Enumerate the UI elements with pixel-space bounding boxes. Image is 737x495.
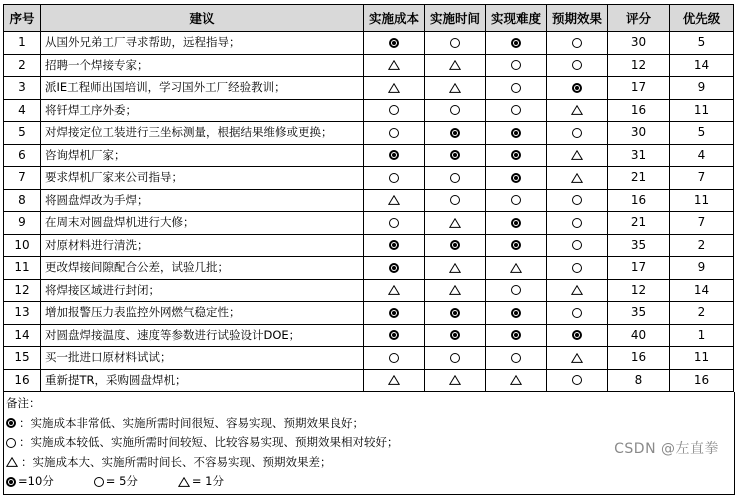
rating-difficulty [486,189,547,212]
triangle-icon [571,173,583,183]
triangle-icon [449,83,461,93]
suggestion-text: 咨询焊机厂家； [41,144,364,167]
rating-cost [364,324,425,347]
rating-difficulty [486,54,547,77]
triangle-icon [388,195,400,205]
hollow-circle-icon [572,218,582,228]
score-cell: 40 [608,324,670,347]
rating-difficulty [486,257,547,280]
triangle-icon [449,60,461,70]
rating-time [425,347,486,370]
table-row [4,369,734,392]
suggestion-text: 将钎焊工序外委； [41,99,364,122]
header-suggestion: 建议 [41,5,364,32]
notes-title: 备注： [6,396,41,410]
legend-text: = 1分 [191,474,224,488]
triangle-icon [449,218,461,228]
triangle-icon [178,477,190,487]
hollow-circle-icon [450,105,460,115]
priority-cell: 11 [670,189,734,212]
rating-time [425,122,486,145]
evaluation-sheet [3,4,733,495]
rating-cost [364,257,425,280]
rating-effect [547,77,608,100]
rating-effect [547,302,608,325]
rating-difficulty [486,99,547,122]
filled-circle-icon [389,308,399,318]
suggestion-text: 从国外兄弟工厂寻求帮助，远程指导； [41,32,364,55]
hollow-circle-icon [450,38,460,48]
hollow-circle-icon [389,218,399,228]
note-line [6,414,734,434]
rating-effect [547,347,608,370]
triangle-icon [571,150,583,160]
table-body [4,32,734,392]
legend-item [94,472,138,492]
score-cell: 8 [608,369,670,392]
rating-effect [547,167,608,190]
priority-cell: 7 [670,212,734,235]
suggestion-text: 增加报警压力表监控外网燃气稳定性； [41,302,364,325]
header-effect: 预期效果 [547,5,608,32]
hollow-circle-icon [572,308,582,318]
rating-effect [547,122,608,145]
row-number: 5 [4,122,41,145]
suggestion-text: 对焊接定位工装进行三坐标测量，根据结果维修或更换； [41,122,364,145]
hollow-circle-icon [389,173,399,183]
rating-difficulty [486,369,547,392]
hollow-circle-icon [572,195,582,205]
rating-time [425,54,486,77]
suggestion-text: 对原材料进行清洗； [41,234,364,257]
hollow-circle-icon [511,353,521,363]
score-cell: 21 [608,212,670,235]
rating-effect [547,189,608,212]
suggestion-evaluation-table [3,4,734,392]
triangle-icon [449,285,461,295]
filled-circle-icon [389,330,399,340]
rating-cost [364,189,425,212]
row-number: 1 [4,32,41,55]
suggestion-text: 派IE工程师出国培训，学习国外工厂经验教训； [41,77,364,100]
rating-cost [364,77,425,100]
note-text: ：实施成本大、实施所需时间长、不容易实现、预期效果差； [21,454,332,469]
row-number: 15 [4,347,41,370]
score-cell: 21 [608,167,670,190]
suggestion-text: 要求焊机厂家来公司指导； [41,167,364,190]
priority-cell: 2 [670,234,734,257]
filled-circle-icon [511,218,521,228]
row-number: 10 [4,234,41,257]
suggestion-text: 招聘一个焊接专家； [41,54,364,77]
row-number: 12 [4,279,41,302]
triangle-icon [388,375,400,385]
priority-cell: 4 [670,144,734,167]
triangle-icon [449,375,461,385]
filled-circle-icon [511,330,521,340]
score-cell: 30 [608,122,670,145]
header-no: 序号 [4,5,41,32]
filled-circle-icon [511,240,521,250]
filled-circle-icon [6,477,16,487]
hollow-circle-icon [94,477,104,487]
triangle-icon [388,285,400,295]
row-number: 3 [4,77,41,100]
table-row [4,189,734,212]
rating-effect [547,369,608,392]
hollow-circle-icon [511,60,521,70]
rating-cost [364,234,425,257]
header-score: 评分 [608,5,670,32]
filled-circle-icon [511,38,521,48]
row-number: 7 [4,167,41,190]
legend-item [178,472,224,492]
rating-cost [364,144,425,167]
rating-cost [364,302,425,325]
hollow-circle-icon [572,263,582,273]
header-time: 实施时间 [425,5,486,32]
filled-circle-icon [389,240,399,250]
rating-effect [547,212,608,235]
rating-time [425,99,486,122]
hollow-circle-icon [572,128,582,138]
suggestion-text: 重新提TR，采购圆盘焊机； [41,369,364,392]
row-number: 11 [4,257,41,280]
row-number: 9 [4,212,41,235]
filled-circle-icon [450,330,460,340]
rating-time [425,77,486,100]
filled-circle-icon [450,150,460,160]
hollow-circle-icon [450,353,460,363]
hollow-circle-icon [389,128,399,138]
hollow-circle-icon [450,195,460,205]
hollow-circle-icon [511,285,521,295]
table-row [4,77,734,100]
header-difficulty: 实现难度 [486,5,547,32]
filled-circle-icon [450,240,460,250]
row-number: 6 [4,144,41,167]
rating-effect [547,324,608,347]
rating-cost [364,369,425,392]
priority-cell: 14 [670,279,734,302]
priority-cell: 7 [670,167,734,190]
row-number: 16 [4,369,41,392]
filled-circle-icon [389,263,399,273]
suggestion-text: 买一批进口原材料试试； [41,347,364,370]
suggestion-text: 对圆盘焊接温度、速度等参数进行试验设计DOE； [41,324,364,347]
rating-difficulty [486,32,547,55]
rating-effect [547,32,608,55]
row-number: 14 [4,324,41,347]
filled-circle-icon [389,38,399,48]
priority-cell: 16 [670,369,734,392]
rating-cost [364,32,425,55]
header-cost: 实施成本 [364,5,425,32]
header-priority: 优先级 [670,5,734,32]
filled-circle-icon [6,418,16,428]
suggestion-text: 更改焊接间隙配合公差，试验几批； [41,257,364,280]
rating-cost [364,99,425,122]
hollow-circle-icon [572,60,582,70]
table-row [4,234,734,257]
table-row [4,302,734,325]
rating-time [425,279,486,302]
score-cell: 12 [608,54,670,77]
suggestion-text: 在周末对圆盘焊机进行大修； [41,212,364,235]
hollow-circle-icon [511,83,521,93]
rating-effect [547,144,608,167]
triangle-icon [510,375,522,385]
score-cell: 35 [608,234,670,257]
rating-time [425,167,486,190]
filled-circle-icon [572,83,582,93]
triangle-icon [571,353,583,363]
note-text: ：实施成本非常低、实施所需时间很短、容易实现、预期效果良好； [19,415,364,430]
rating-time [425,302,486,325]
filled-circle-icon [511,308,521,318]
triangle-icon [571,285,583,295]
priority-cell: 11 [670,99,734,122]
rating-cost [364,279,425,302]
hollow-circle-icon [572,38,582,48]
score-cell: 16 [608,189,670,212]
score-legend [6,472,734,492]
hollow-circle-icon [511,195,521,205]
rating-difficulty [486,122,547,145]
rating-cost [364,122,425,145]
rating-difficulty [486,302,547,325]
legend-item [6,472,54,492]
table-row [4,167,734,190]
rating-time [425,212,486,235]
filled-circle-icon [450,308,460,318]
table-row [4,257,734,280]
filled-circle-icon [389,150,399,160]
priority-cell: 5 [670,122,734,145]
hollow-circle-icon [450,173,460,183]
score-cell: 17 [608,77,670,100]
note-text: ：实施成本较低、实施所需时间较短、比较容易实现、预期效果相对较好； [19,435,399,449]
priority-cell: 1 [670,324,734,347]
filled-circle-icon [450,128,460,138]
triangle-icon [510,263,522,273]
hollow-circle-icon [389,105,399,115]
table-row [4,279,734,302]
suggestion-text: 将焊接区域进行封闭； [41,279,364,302]
priority-cell: 5 [670,32,734,55]
filled-circle-icon [511,128,521,138]
rating-difficulty [486,167,547,190]
priority-cell: 9 [670,77,734,100]
filled-circle-icon [572,330,582,340]
score-cell: 16 [608,99,670,122]
table-row [4,99,734,122]
table-row [4,54,734,77]
rating-difficulty [486,212,547,235]
rating-effect [547,99,608,122]
rating-time [425,324,486,347]
triangle-icon [571,105,583,115]
hollow-circle-icon [572,240,582,250]
triangle-icon [388,60,400,70]
rating-effect [547,257,608,280]
rating-effect [547,279,608,302]
hollow-circle-icon [6,438,16,448]
triangle-icon [449,263,461,273]
priority-cell: 14 [670,54,734,77]
rating-time [425,32,486,55]
rating-time [425,257,486,280]
priority-cell: 9 [670,257,734,280]
legend-text: =10分 [18,474,54,488]
hollow-circle-icon [389,353,399,363]
rating-difficulty [486,144,547,167]
legend-text: = 5分 [105,474,138,488]
priority-cell: 11 [670,347,734,370]
score-cell: 17 [608,257,670,280]
table-row [4,347,734,370]
table-header-row [4,5,734,32]
table-row [4,144,734,167]
hollow-circle-icon [511,105,521,115]
row-number: 13 [4,302,41,325]
triangle-icon [388,83,400,93]
hollow-circle-icon [572,375,582,385]
row-number: 2 [4,54,41,77]
rating-time [425,189,486,212]
score-cell: 30 [608,32,670,55]
rating-time [425,234,486,257]
score-cell: 12 [608,279,670,302]
suggestion-text: 将圆盘焊改为手焊； [41,189,364,212]
rating-effect [547,234,608,257]
rating-effect [547,54,608,77]
table-row [4,122,734,145]
table-row [4,32,734,55]
score-cell: 35 [608,302,670,325]
rating-time [425,144,486,167]
rating-difficulty [486,324,547,347]
rating-difficulty [486,77,547,100]
table-row [4,212,734,235]
rating-cost [364,212,425,235]
table-row [4,324,734,347]
score-cell: 16 [608,347,670,370]
priority-cell: 2 [670,302,734,325]
row-number: 8 [4,189,41,212]
score-cell: 31 [608,144,670,167]
rating-difficulty [486,347,547,370]
rating-difficulty [486,234,547,257]
triangle-icon [6,457,18,467]
row-number: 4 [4,99,41,122]
filled-circle-icon [511,173,521,183]
filled-circle-icon [511,150,521,160]
rating-time [425,369,486,392]
rating-cost [364,347,425,370]
rating-cost [364,54,425,77]
rating-cost [364,167,425,190]
rating-difficulty [486,279,547,302]
watermark: CSDN @左直拳 [614,441,719,457]
